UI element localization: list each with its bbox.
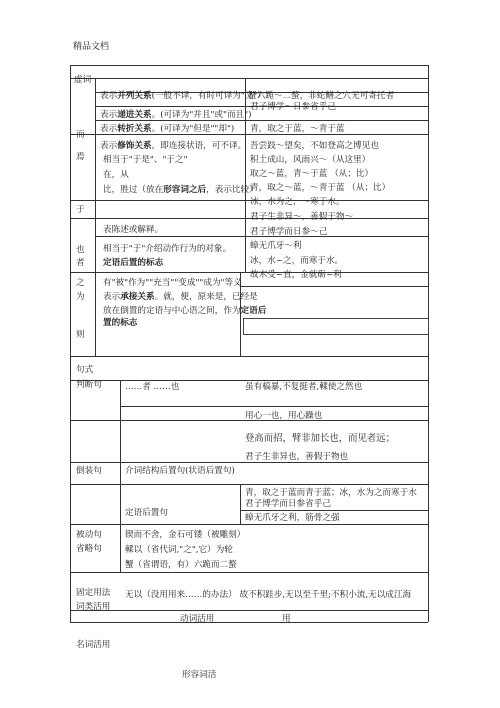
label-xuci: 虚词 xyxy=(74,75,92,85)
label-zhe: 者 xyxy=(76,258,85,268)
example-sentence: 蟑无爪牙～利 xyxy=(250,241,302,251)
table-rule xyxy=(70,610,428,611)
label-er: 而 xyxy=(76,130,85,140)
example-sentence: 蟹（省谓语，有）六跪而二螯 xyxy=(125,560,237,570)
label-ze: 则 xyxy=(76,330,85,340)
usage-line: 相当于"于"介绍动作行为的对象。 xyxy=(103,244,232,254)
label-ye: 也 xyxy=(76,245,85,255)
er-usage-line: 表示转折关系。(可译为"但是""却") xyxy=(100,124,235,134)
label-yong: 用 xyxy=(282,614,291,624)
page-header-title: 精品文档 xyxy=(73,42,110,52)
table-rule xyxy=(240,510,428,511)
pattern-text: ……者 ……也 xyxy=(125,382,180,392)
example-sentence: 君子博学而日参～己 xyxy=(250,227,328,237)
label-beidongju: 被动句 xyxy=(76,530,102,540)
example-sentence: 锲而不舍，金石可镂（被雕刻） xyxy=(125,530,246,540)
label-daozhuangju: 倒装句 xyxy=(76,466,102,476)
usage-line: 放在倒置的定语与中心语之间，作为定语后 xyxy=(103,306,267,316)
row-heading: 介词结构后置句(状语后置句) xyxy=(125,466,235,476)
example-sentence: 用心一也，用心躁也 xyxy=(245,411,323,421)
example-sentence: 积土成山，风雨兴～（从这里） xyxy=(250,155,371,165)
table-rule xyxy=(70,65,71,622)
example-sentence: 青，取之于蓝，～青于蓝 xyxy=(250,124,345,134)
usage-line: 表陈述或解释。 xyxy=(103,225,164,235)
label-wei: 为 xyxy=(76,292,85,302)
label-yu: 于 xyxy=(76,205,85,215)
example-sentence: 蟑无爪牙之利，筋骨之强 xyxy=(245,513,340,523)
example-sentence: 冰，水为之，～寒于水。 xyxy=(250,197,345,207)
table-rule xyxy=(70,218,428,219)
table-rule xyxy=(70,134,428,135)
er-usage-line: 比，胜过（放在形容词之后，表示比较） xyxy=(103,185,258,195)
table-rule xyxy=(245,78,246,272)
example-sentence: 无以（没用用来……的办法） 故不积跬步,无以至千里;不积小流,无以成江海 xyxy=(125,590,412,600)
er-usage-line: 在，从 xyxy=(103,170,129,180)
example-sentence: 青，取之于蓝而青于蓝；冰，水为之而寒于水 xyxy=(245,488,417,498)
usage-line: 置的标志 xyxy=(103,318,138,328)
table-rule xyxy=(240,484,241,524)
example-sentence: 故木受~直，金就砺~利 xyxy=(250,270,342,280)
label-gudingyongfa: 固定用法 xyxy=(76,588,111,598)
table-rule xyxy=(70,524,428,525)
table-rule xyxy=(240,286,428,287)
table-rule xyxy=(95,120,428,121)
example-sentence: 登高而招，臂非加长也，而见者远； xyxy=(245,433,396,444)
example-sentence: 虽有槁暴,不复挺者,輮使之然也 xyxy=(245,382,363,392)
er-usage-line: 表示递进关系。(可译为"并且"或"而且") xyxy=(100,110,252,120)
label-juxing: 句式 xyxy=(76,365,94,375)
er-usage-line: 相当于"于是"、"于之" xyxy=(103,155,188,165)
example-sentence: 輮以（省代词,"之",它）为轮 xyxy=(125,545,233,555)
table-rule xyxy=(70,622,428,623)
example-sentence: 君子博学～日参省乎己 xyxy=(250,102,336,112)
table-rule xyxy=(70,78,428,79)
example-sentence: 取之～蓝，青～于蓝 （从；比） xyxy=(250,169,374,179)
table-rule xyxy=(120,406,428,407)
usage-line: 有"被"作为""充当""变成""成为"等义 xyxy=(103,278,242,288)
example-sentence: 冰，水~之，而寒于水。 xyxy=(250,256,344,266)
usage-line: 定语后置的标志 xyxy=(103,258,164,268)
label-cileihuoyong: 词类活用 xyxy=(76,602,111,612)
example-sentence: 君子生非异～，善假于物～ xyxy=(250,212,354,222)
label-shenglueju: 省略句 xyxy=(76,544,102,554)
table-rule xyxy=(120,380,121,572)
empty-cell xyxy=(243,318,429,335)
table-rule xyxy=(70,272,428,273)
table-rule xyxy=(70,572,428,573)
example-sentence: 君子博学而日参省乎己 xyxy=(245,499,331,509)
usage-line: 表示承接关系。就，便，原来是，已经是 xyxy=(103,292,258,302)
label-panduanju: 判断句 xyxy=(76,380,102,390)
table-rule xyxy=(70,200,428,201)
example-sentence: 蟹六跪～二螯，非蛇鳝之穴无可寄托者 xyxy=(248,91,395,101)
label-zhi: 之 xyxy=(76,278,85,288)
table-rule xyxy=(428,65,429,622)
example-sentence: 吾尝跂～望矣，不如登高之博见也 xyxy=(250,141,379,151)
example-sentence: 青，取之～蓝，～青于蓝 （从；比） xyxy=(250,183,391,193)
label-xingrongcihuo: 形容词活 xyxy=(182,670,217,680)
table-rule xyxy=(95,78,96,356)
er-usage-line: 表示修饰关系，即连接状语，可不译。 xyxy=(100,141,247,151)
example-sentence: 君子生非异也，善假于物也 xyxy=(245,452,349,462)
row-heading: 定语后置句 xyxy=(125,508,168,518)
table-rule xyxy=(70,356,428,357)
table-rule xyxy=(70,462,428,463)
label-dongcihuoyong: 动词活用 xyxy=(180,614,215,624)
label-mingcihuoyong: 名词活用 xyxy=(76,640,111,650)
er-usage-line: 表示并列关系(一般不译，有时可译为"又"） xyxy=(100,91,266,101)
table-rule xyxy=(70,65,428,66)
table-rule xyxy=(70,484,428,485)
label-yan: 焉 xyxy=(76,152,85,162)
table-rule xyxy=(70,380,428,381)
